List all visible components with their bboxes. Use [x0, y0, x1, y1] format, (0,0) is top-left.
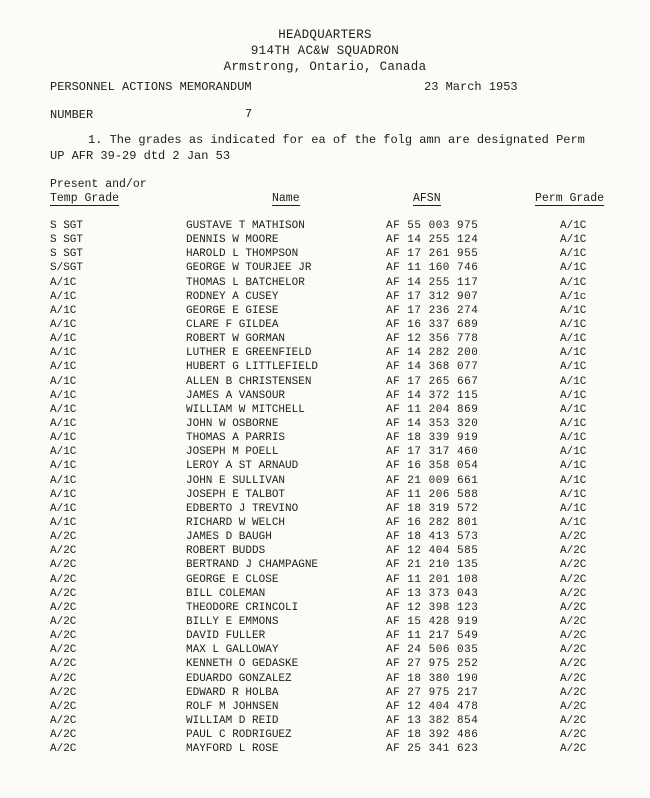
- table-row: [0, 601, 650, 615]
- paragraph-line-2: UP AFR 39-29 dtd 2 Jan 53: [50, 149, 231, 163]
- table-row: [0, 431, 650, 445]
- paragraph-line-1: 1. The grades as indicated for ea of the folg amn are designated Perm: [88, 133, 585, 147]
- cell-afsn: AF 16 282 801: [386, 516, 479, 529]
- table-row: [0, 573, 650, 587]
- cell-name: WILLIAM W MITCHELL: [186, 403, 305, 416]
- cell-afsn: AF 11 160 746: [386, 262, 479, 275]
- table-row: [0, 375, 650, 389]
- cell-afsn: AF 21 210 135: [386, 559, 479, 572]
- cell-present-grade: A/2C: [50, 615, 77, 628]
- cell-present-grade: A/2C: [50, 630, 77, 643]
- table-row: [0, 714, 650, 728]
- personnel-table: [0, 219, 650, 756]
- cell-perm-grade: A/2C: [560, 714, 587, 727]
- cell-name: BERTRAND J CHAMPAGNE: [186, 559, 319, 572]
- cell-afsn: AF 18 339 919: [386, 432, 479, 445]
- cell-perm-grade: A/2C: [560, 630, 587, 643]
- memo-date: 23 March 1953: [424, 80, 518, 94]
- cell-present-grade: A/1C: [50, 417, 77, 430]
- table-row: [0, 700, 650, 714]
- cell-perm-grade: A/2C: [560, 729, 587, 742]
- column-header-afsn: AFSN: [413, 192, 441, 205]
- cell-afsn: AF 11 217 549: [386, 630, 479, 643]
- cell-present-grade: A/1C: [50, 318, 77, 331]
- cell-perm-grade: A/1C: [560, 446, 587, 459]
- cell-name: EDBERTO J TREVINO: [186, 502, 299, 515]
- cell-afsn: AF 24 506 035: [386, 644, 479, 657]
- cell-afsn: AF 25 341 623: [386, 743, 479, 756]
- cell-afsn: AF 18 319 572: [386, 502, 479, 515]
- cell-perm-grade: A/2C: [560, 644, 587, 657]
- cell-present-grade: S SGT: [50, 234, 84, 247]
- cell-present-grade: A/2C: [50, 559, 77, 572]
- cell-perm-grade: A/2C: [560, 573, 587, 586]
- cell-perm-grade: A/2C: [560, 601, 587, 614]
- cell-name: HAROLD L THOMPSON: [186, 248, 299, 261]
- cell-name: KENNETH O GEDASKE: [186, 658, 299, 671]
- cell-name: GEORGE E GIESE: [186, 304, 279, 317]
- column-header-perm-grade: Perm Grade: [535, 192, 605, 205]
- cell-name: JAMES D BAUGH: [186, 531, 272, 544]
- cell-afsn: AF 16 337 689: [386, 318, 479, 331]
- cell-perm-grade: A/2C: [560, 587, 587, 600]
- cell-name: ROLF M JOHNSEN: [186, 700, 279, 713]
- table-row: [0, 686, 650, 700]
- cell-present-grade: A/2C: [50, 700, 77, 713]
- cell-name: JAMES A VANSOUR: [186, 389, 286, 402]
- cell-name: MAX L GALLOWAY: [186, 644, 279, 657]
- table-row: [0, 488, 650, 502]
- cell-perm-grade: A/1C: [560, 389, 587, 402]
- cell-present-grade: A/1C: [50, 347, 77, 360]
- cell-present-grade: A/1C: [50, 361, 77, 374]
- cell-afsn: AF 11 204 869: [386, 403, 479, 416]
- cell-afsn: AF 27 975 252: [386, 658, 479, 671]
- table-row: [0, 290, 650, 304]
- memo-number-label: NUMBER: [50, 108, 94, 122]
- cell-name: GUSTAVE T MATHISON: [186, 220, 305, 232]
- cell-present-grade: A/2C: [50, 714, 77, 727]
- cell-name: JOSEPH M POELL: [186, 446, 279, 459]
- cell-name: JOHN E SULLIVAN: [186, 474, 286, 487]
- cell-present-grade: A/1C: [50, 304, 77, 317]
- cell-perm-grade: A/2C: [560, 559, 587, 572]
- cell-afsn: AF 13 382 854: [386, 714, 479, 727]
- cell-afsn: AF 13 373 043: [386, 587, 479, 600]
- cell-perm-grade: A/1C: [560, 318, 587, 331]
- column-header-grade-top: Present and/or: [50, 178, 147, 191]
- cell-name: EDUARDO GONZALEZ: [186, 672, 292, 685]
- cell-afsn: AF 12 404 478: [386, 700, 479, 713]
- cell-name: HUBERT G LITTLEFIELD: [186, 361, 319, 374]
- table-row: [0, 276, 650, 290]
- table-row: [0, 261, 650, 275]
- cell-name: THOMAS A PARRIS: [186, 432, 286, 445]
- cell-name: ROBERT BUDDS: [186, 545, 266, 558]
- cell-perm-grade: A/2C: [560, 743, 587, 756]
- cell-perm-grade: A/1C: [560, 248, 587, 261]
- cell-perm-grade: A/1C: [560, 488, 587, 501]
- body-paragraph: [50, 132, 610, 164]
- cell-perm-grade: A/2C: [560, 700, 587, 713]
- cell-name: PAUL C RODRIGUEZ: [186, 729, 292, 742]
- cell-present-grade: A/1C: [50, 488, 77, 501]
- cell-present-grade: A/2C: [50, 686, 77, 699]
- cell-afsn: AF 17 312 907: [386, 290, 479, 303]
- table-row: [0, 219, 650, 233]
- cell-perm-grade: A/1C: [560, 502, 587, 515]
- cell-name: THOMAS L BATCHELOR: [186, 276, 305, 289]
- cell-perm-grade: A/1C: [560, 516, 587, 529]
- cell-present-grade: A/2C: [50, 658, 77, 671]
- cell-perm-grade: A/1C: [560, 333, 587, 346]
- cell-present-grade: A/2C: [50, 743, 77, 756]
- cell-afsn: AF 14 353 320: [386, 417, 479, 430]
- cell-present-grade: A/1C: [50, 276, 77, 289]
- cell-afsn: AF 12 398 123: [386, 601, 479, 614]
- cell-present-grade: A/2C: [50, 601, 77, 614]
- cell-name: DENNIS W MOORE: [186, 234, 279, 247]
- column-header-grade: Temp Grade: [50, 192, 120, 205]
- cell-perm-grade: A/2C: [560, 658, 587, 671]
- cell-name: JOSEPH E TALBOT: [186, 488, 286, 501]
- table-row: [0, 417, 650, 431]
- cell-name: WILLIAM D REID: [186, 714, 279, 727]
- cell-name: RICHARD W WELCH: [186, 516, 286, 529]
- cell-name: BILLY E EMMONS: [186, 615, 279, 628]
- cell-present-grade: A/1C: [50, 389, 77, 402]
- table-row: [0, 459, 650, 473]
- cell-afsn: AF 18 380 190: [386, 672, 479, 685]
- cell-perm-grade: A/1C: [560, 417, 587, 430]
- table-row: [0, 516, 650, 530]
- cell-afsn: AF 14 368 077: [386, 361, 479, 374]
- cell-present-grade: A/1C: [50, 516, 77, 529]
- cell-name: MAYFORD L ROSE: [186, 743, 279, 756]
- memo-number-value: 7: [245, 107, 253, 121]
- cell-name: JOHN W OSBORNE: [186, 417, 279, 430]
- table-row: [0, 672, 650, 686]
- cell-afsn: AF 17 236 274: [386, 304, 479, 317]
- cell-afsn: AF 12 356 778: [386, 333, 479, 346]
- memo-title: PERSONNEL ACTIONS MEMORANDUM: [50, 80, 252, 94]
- cell-perm-grade: A/1C: [560, 432, 587, 445]
- cell-afsn: AF 14 255 124: [386, 234, 479, 247]
- cell-present-grade: A/2C: [50, 573, 77, 586]
- cell-afsn: AF 15 428 919: [386, 615, 479, 628]
- table-row: [0, 502, 650, 516]
- cell-perm-grade: A/1C: [560, 474, 587, 487]
- cell-perm-grade: A/2C: [560, 615, 587, 628]
- cell-afsn: AF 18 392 486: [386, 729, 479, 742]
- cell-perm-grade: A/1C: [560, 262, 587, 275]
- table-row: [0, 304, 650, 318]
- table-row: [0, 389, 650, 403]
- cell-afsn: AF 17 265 667: [386, 375, 479, 388]
- cell-perm-grade: A/1C: [560, 403, 587, 416]
- cell-present-grade: S SGT: [50, 220, 84, 232]
- cell-present-grade: S/SGT: [50, 262, 84, 275]
- cell-present-grade: A/2C: [50, 672, 77, 685]
- table-row: [0, 558, 650, 572]
- table-row: [0, 615, 650, 629]
- column-header-name: Name: [272, 192, 300, 205]
- table-row: [0, 544, 650, 558]
- table-row: [0, 728, 650, 742]
- cell-afsn: AF 18 413 573: [386, 531, 479, 544]
- cell-present-grade: S SGT: [50, 248, 84, 261]
- table-row: [0, 403, 650, 417]
- cell-perm-grade: A/2C: [560, 672, 587, 685]
- table-row: [0, 474, 650, 488]
- cell-afsn: AF 21 009 661: [386, 474, 479, 487]
- table-row: [0, 318, 650, 332]
- cell-present-grade: A/2C: [50, 545, 77, 558]
- cell-name: EDWARD R HOLBA: [186, 686, 279, 699]
- header-squadron: 914TH AC&W SQUADRON: [250, 44, 400, 58]
- cell-afsn: AF 14 372 115: [386, 389, 479, 402]
- cell-perm-grade: A/1C: [560, 304, 587, 317]
- cell-name: LEROY A ST ARNAUD: [186, 460, 299, 473]
- cell-afsn: AF 14 282 200: [386, 347, 479, 360]
- table-row: [0, 346, 650, 360]
- cell-afsn: AF 11 206 588: [386, 488, 479, 501]
- cell-name: GEORGE E CLOSE: [186, 573, 279, 586]
- cell-present-grade: A/1C: [50, 502, 77, 515]
- table-row: [0, 360, 650, 374]
- cell-perm-grade: A/1C: [560, 361, 587, 374]
- table-row: [0, 233, 650, 247]
- cell-afsn: AF 55 003 975: [386, 220, 479, 232]
- cell-perm-grade: A/2C: [560, 531, 587, 544]
- table-row: [0, 629, 650, 643]
- cell-perm-grade: A/1C: [560, 460, 587, 473]
- cell-perm-grade: A/1c: [560, 290, 587, 303]
- table-row: [0, 247, 650, 261]
- cell-present-grade: A/1C: [50, 460, 77, 473]
- cell-present-grade: A/2C: [50, 587, 77, 600]
- table-row: [0, 332, 650, 346]
- table-row: [0, 530, 650, 544]
- cell-name: THEODORE CRINCOLI: [186, 601, 299, 614]
- cell-perm-grade: A/2C: [560, 686, 587, 699]
- cell-present-grade: A/1C: [50, 290, 77, 303]
- table-row: [0, 643, 650, 657]
- table-row: [0, 445, 650, 459]
- cell-name: DAVID FULLER: [186, 630, 266, 643]
- cell-afsn: AF 16 358 054: [386, 460, 479, 473]
- table-row: [0, 742, 650, 756]
- cell-perm-grade: A/2C: [560, 545, 587, 558]
- cell-afsn: AF 27 975 217: [386, 686, 479, 699]
- cell-perm-grade: A/1C: [560, 375, 587, 388]
- cell-name: LUTHER E GREENFIELD: [186, 347, 312, 360]
- cell-name: CLARE F GILDEA: [186, 318, 279, 331]
- cell-perm-grade: A/1C: [560, 220, 587, 232]
- header-unit-title: HEADQUARTERS: [278, 28, 372, 42]
- cell-perm-grade: A/1C: [560, 234, 587, 247]
- cell-present-grade: A/2C: [50, 644, 77, 657]
- cell-name: GEORGE W TOURJEE JR: [186, 262, 312, 275]
- cell-present-grade: A/1C: [50, 333, 77, 346]
- cell-afsn: AF 17 261 955: [386, 248, 479, 261]
- cell-name: ROBERT W GORMAN: [186, 333, 286, 346]
- cell-present-grade: A/1C: [50, 403, 77, 416]
- cell-afsn: AF 14 255 117: [386, 276, 479, 289]
- cell-present-grade: A/1C: [50, 375, 77, 388]
- cell-perm-grade: A/1C: [560, 347, 587, 360]
- header-location: Armstrong, Ontario, Canada: [223, 60, 427, 74]
- table-row: [0, 657, 650, 671]
- cell-perm-grade: A/1C: [560, 276, 587, 289]
- cell-present-grade: A/2C: [50, 531, 77, 544]
- cell-name: BILL COLEMAN: [186, 587, 266, 600]
- cell-afsn: AF 12 404 585: [386, 545, 479, 558]
- cell-afsn: AF 17 317 460: [386, 446, 479, 459]
- table-row: [0, 587, 650, 601]
- cell-present-grade: A/2C: [50, 729, 77, 742]
- cell-name: ALLEN B CHRISTENSEN: [186, 375, 312, 388]
- cell-present-grade: A/1C: [50, 474, 77, 487]
- cell-present-grade: A/1C: [50, 432, 77, 445]
- cell-afsn: AF 11 201 108: [386, 573, 479, 586]
- cell-name: RODNEY A CUSEY: [186, 290, 279, 303]
- cell-present-grade: A/1C: [50, 446, 77, 459]
